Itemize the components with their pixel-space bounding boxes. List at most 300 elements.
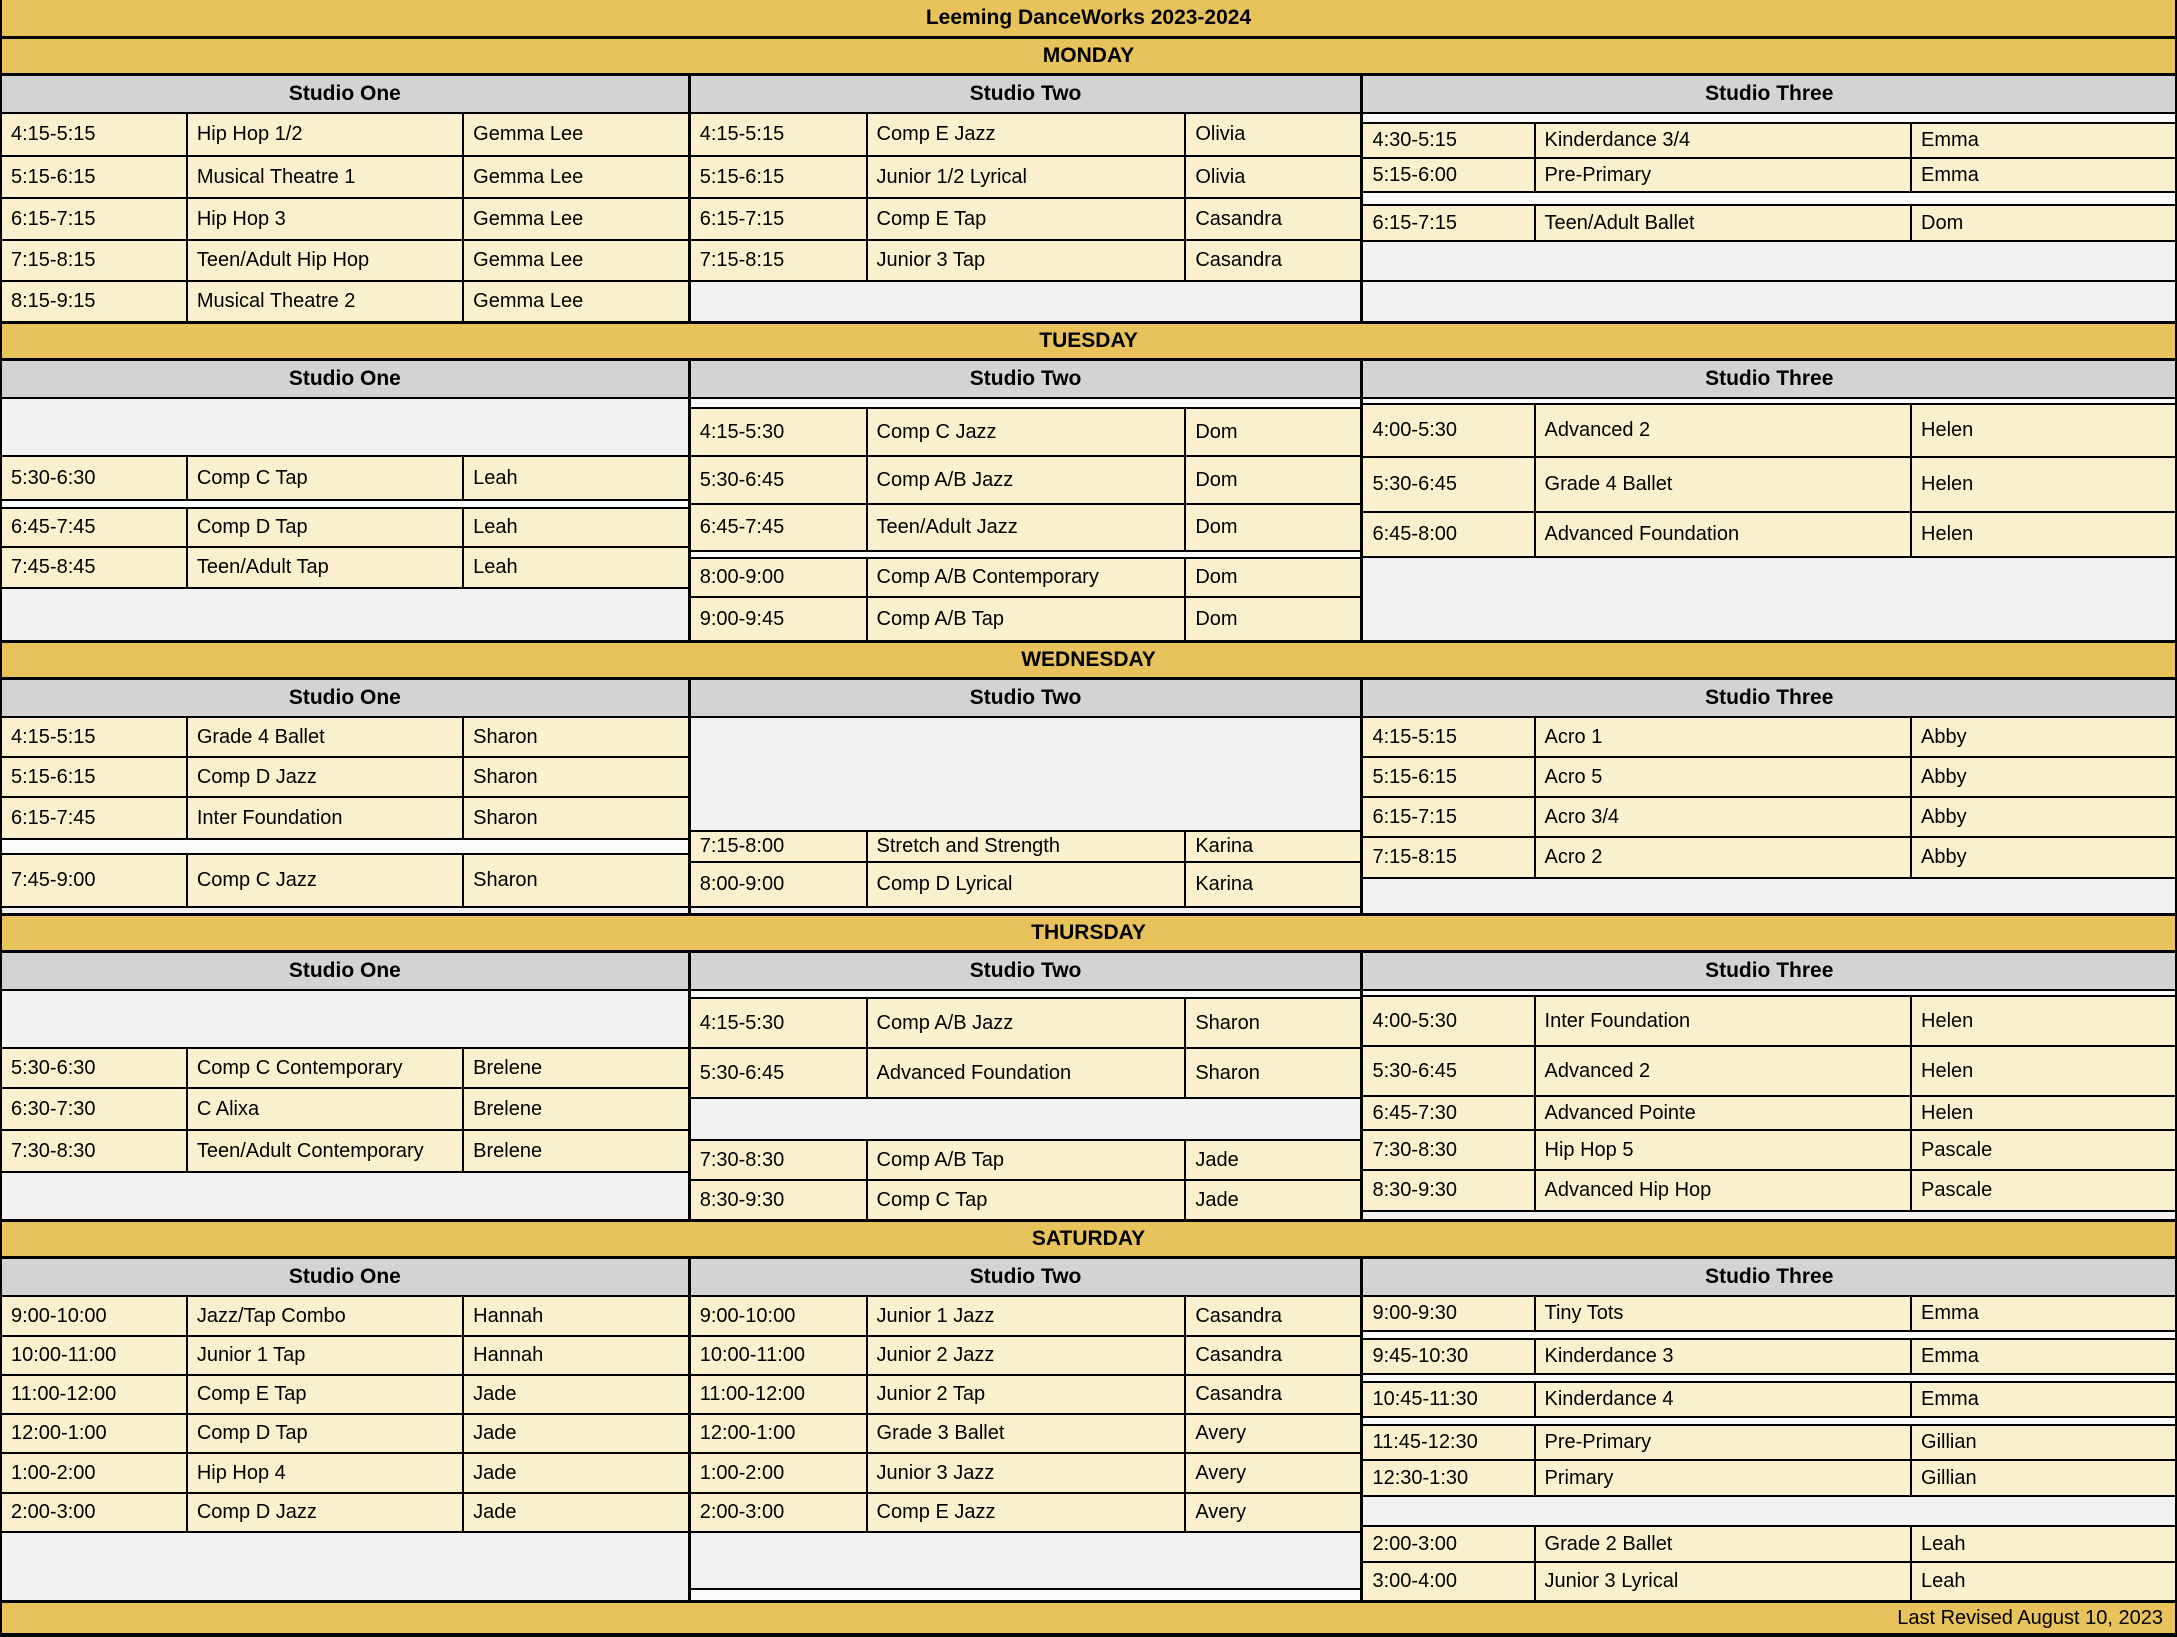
time-cell: 8:30-9:30 (691, 1181, 868, 1219)
class-name-cell: Junior 1 Tap (188, 1337, 464, 1374)
empty-slot (691, 282, 1361, 321)
studio-header: Studio Two (691, 680, 1364, 716)
time-cell: 6:45-8:00 (1363, 513, 1535, 556)
time-cell: 2:00-3:00 (2, 1494, 188, 1531)
teacher-cell: Gemma Lee (473, 249, 584, 271)
class-name-cell: Acro 1 (1536, 718, 1913, 756)
day-grid (2, 1297, 2175, 1600)
time-cell: 6:45-7:30 (1363, 1097, 1535, 1129)
studio-header: Studio Two (691, 361, 1364, 397)
time-cell: 9:00-10:00 (691, 1297, 868, 1335)
class-row (1363, 159, 2175, 193)
class-name-cell: Teen/Adult Tap (188, 548, 464, 587)
class-name-cell: Comp A/B Contemporary (868, 559, 1187, 596)
gap-row (2, 840, 688, 855)
class-row (2, 1415, 688, 1454)
teacher-cell: Sharon (473, 725, 538, 748)
class-row (1363, 1383, 2175, 1418)
teacher-cell: Pascale (1921, 1179, 1993, 1201)
class-name-cell: Comp D Tap (188, 1415, 464, 1452)
class-name-cell: Comp D Tap (188, 509, 464, 546)
class-row (2, 114, 688, 157)
class-row (1363, 1527, 2175, 1563)
teacher-cell: Sharon (1195, 1011, 1260, 1034)
class-row (691, 1454, 1361, 1494)
teacher-cell: Casandra (1195, 1383, 1283, 1405)
class-row (2, 718, 688, 758)
time-cell: 4:15-5:15 (2, 114, 188, 155)
class-row (1363, 798, 2175, 838)
class-name-cell: Hip Hop 1/2 (188, 114, 464, 155)
teacher-cell: Helen (1921, 1101, 1974, 1124)
studio-header: Studio One (2, 953, 691, 989)
teacher-cell: Brelene (473, 1097, 543, 1120)
time-cell: 4:15-5:30 (691, 409, 868, 455)
class-row (1363, 1563, 2175, 1600)
day-banner: THURSDAY (2, 913, 2175, 953)
teacher-cell: Dom (1195, 607, 1238, 630)
teacher-cell: Casandra (1195, 1304, 1283, 1327)
studio-header: Studio Three (1705, 367, 1834, 390)
class-name-cell: Junior 1/2 Lyrical (868, 157, 1187, 197)
class-name-cell: Comp E Jazz (868, 114, 1187, 155)
class-name-cell: Comp A/B Jazz (868, 457, 1187, 503)
teacher-cell: Jade (1195, 1188, 1239, 1211)
class-row (2, 241, 688, 282)
teacher-cell: Abby (1921, 846, 1967, 868)
empty-slot (691, 908, 1361, 913)
time-cell: 2:00-3:00 (691, 1494, 868, 1531)
time-cell: 12:30-1:30 (1363, 1461, 1535, 1495)
time-cell: 5:30-6:45 (1363, 458, 1535, 511)
teacher-cell: Emma (1921, 1388, 1979, 1410)
class-row (1363, 838, 2175, 879)
teacher-cell: Brelene (473, 1056, 543, 1079)
time-cell: 2:00-3:00 (1363, 1527, 1535, 1561)
teacher-cell: Emma (1921, 1302, 1979, 1324)
day-grid (2, 718, 2175, 913)
class-name-cell: Comp E Tap (868, 199, 1187, 239)
class-row (2, 282, 688, 321)
class-row (691, 1494, 1361, 1533)
empty-slot (2, 1173, 688, 1219)
class-name-cell: Grade 4 Ballet (188, 718, 464, 756)
time-cell: 6:15-7:15 (1363, 798, 1535, 836)
time-cell: 7:30-8:30 (1363, 1131, 1535, 1169)
class-name-cell: Inter Foundation (188, 798, 464, 838)
gap-row (691, 552, 1361, 559)
studio-column-1 (2, 399, 691, 640)
day-section-thursday (2, 913, 2175, 1219)
class-name-cell: Teen/Adult Hip Hop (188, 241, 464, 280)
class-row (691, 1376, 1361, 1415)
teacher-cell: Jade (473, 1461, 517, 1484)
class-row (691, 863, 1361, 908)
teacher-cell: Emma (1921, 163, 1979, 186)
class-name-cell: Pre-Primary (1536, 1426, 1913, 1459)
class-name-cell: Teen/Adult Contemporary (188, 1131, 464, 1171)
days (2, 36, 2175, 1600)
studio-header: Studio Two (691, 953, 1364, 989)
time-cell: 10:00-11:00 (691, 1337, 868, 1374)
gap-row (2, 501, 688, 509)
empty-slot (1363, 1497, 2175, 1527)
time-cell: 11:45-12:30 (1363, 1426, 1535, 1459)
time-cell: 7:15-8:00 (691, 832, 868, 861)
gap-row (1363, 114, 2175, 124)
studio-header-row (2, 76, 2175, 114)
class-name-cell: Teen/Adult Ballet (1536, 206, 1913, 240)
class-name-cell: Jazz/Tap Combo (188, 1297, 464, 1335)
class-row (691, 1297, 1361, 1337)
teacher-cell: Leah (1921, 1570, 1966, 1592)
time-cell: 4:00-5:30 (1363, 405, 1535, 456)
time-cell: 6:15-7:15 (2, 199, 188, 239)
class-name-cell: Junior 3 Lyrical (1536, 1563, 1913, 1600)
teacher-cell: Helen (1921, 523, 1974, 545)
day-banner: TUESDAY (2, 321, 2175, 361)
class-name-cell: Comp A/B Tap (868, 598, 1187, 640)
class-name-cell: Advanced 2 (1536, 1047, 1913, 1095)
empty-slot (2, 589, 688, 640)
day-grid (2, 399, 2175, 640)
class-name-cell: Comp D Lyrical (868, 863, 1187, 906)
time-cell: 5:30-6:45 (1363, 1047, 1535, 1095)
teacher-cell: Pascale (1921, 1138, 1993, 1161)
time-cell: 6:45-7:45 (2, 509, 188, 546)
class-name-cell: Advanced 2 (1536, 405, 1913, 456)
class-name-cell: Junior 2 Jazz (868, 1337, 1187, 1374)
class-row (1363, 1171, 2175, 1212)
class-row (2, 1454, 688, 1494)
teacher-cell: Gillian (1921, 1431, 1977, 1453)
class-name-cell: Comp A/B Jazz (868, 999, 1187, 1047)
empty-slot (2, 908, 688, 913)
class-name-cell: Advanced Foundation (868, 1049, 1187, 1097)
class-name-cell: Comp D Jazz (188, 1494, 464, 1531)
class-row (1363, 1461, 2175, 1497)
class-row (1363, 1426, 2175, 1461)
time-cell: 9:00-10:00 (2, 1297, 188, 1335)
class-row (2, 1049, 688, 1089)
time-cell: 5:15-6:15 (691, 157, 868, 197)
footer-bar (2, 1600, 2175, 1637)
class-row (2, 855, 688, 908)
class-row (691, 1415, 1361, 1454)
empty-slot (691, 1533, 1361, 1590)
time-cell: 8:00-9:00 (691, 863, 868, 906)
class-row (1363, 405, 2175, 458)
studio-header: Studio Three (1705, 82, 1834, 105)
gap-row (1363, 1418, 2175, 1426)
teacher-cell: Jade (473, 1422, 517, 1444)
time-cell: 7:30-8:30 (691, 1141, 868, 1179)
studio-header: Studio Two (691, 1259, 1364, 1295)
time-cell: 5:30-6:30 (2, 457, 188, 499)
class-row (1363, 458, 2175, 513)
class-row (691, 457, 1361, 505)
time-cell: 1:00-2:00 (2, 1454, 188, 1492)
class-row (2, 548, 688, 589)
class-row (691, 1049, 1361, 1099)
empty-slot (691, 718, 1361, 832)
teacher-cell: Brelene (473, 1139, 543, 1162)
empty-slot (1363, 558, 2175, 640)
class-row (2, 758, 688, 798)
class-name-cell: Stretch and Strength (868, 832, 1187, 861)
time-cell: 8:30-9:30 (1363, 1171, 1535, 1210)
teacher-cell: Karina (1195, 873, 1254, 895)
class-name-cell: Teen/Adult Jazz (868, 505, 1187, 550)
class-row (1363, 513, 2175, 558)
empty-slot (1363, 282, 2175, 321)
time-cell: 6:15-7:15 (1363, 206, 1535, 240)
studio-column-3 (1363, 114, 2175, 321)
class-row (691, 114, 1361, 157)
time-cell: 9:00-9:30 (1363, 1297, 1535, 1330)
time-cell: 10:45-11:30 (1363, 1383, 1535, 1416)
empty-slot (2, 399, 688, 457)
teacher-cell: Avery (1195, 1501, 1247, 1523)
teacher-cell: Olivia (1195, 165, 1246, 188)
class-row (1363, 1340, 2175, 1375)
day-section-tuesday (2, 321, 2175, 640)
gap-row (1363, 193, 2175, 206)
day-section-monday (2, 36, 2175, 321)
class-name-cell: Comp C Jazz (868, 409, 1187, 455)
class-name-cell: Comp E Jazz (868, 1494, 1187, 1531)
class-name-cell: Grade 3 Ballet (868, 1415, 1187, 1452)
class-row (691, 199, 1361, 241)
teacher-cell: Abby (1921, 805, 1967, 828)
gap-row (691, 991, 1361, 999)
time-cell: 8:00-9:00 (691, 559, 868, 596)
teacher-cell: Leah (473, 516, 518, 538)
class-name-cell: Grade 4 Ballet (1536, 458, 1913, 511)
time-cell: 4:30-5:15 (1363, 124, 1535, 157)
teacher-cell: Avery (1195, 1461, 1247, 1484)
class-row (691, 598, 1361, 640)
teacher-cell: Sharon (473, 806, 538, 829)
time-cell: 4:15-5:15 (2, 718, 188, 756)
gap-row (1363, 1332, 2175, 1340)
teacher-cell: Casandra (1195, 1344, 1283, 1366)
day-banner: WEDNESDAY (2, 640, 2175, 680)
studio-header: Studio One (2, 1259, 691, 1295)
time-cell: 6:30-7:30 (2, 1089, 188, 1129)
class-row (2, 509, 688, 548)
teacher-cell: Sharon (1195, 1061, 1260, 1084)
teacher-cell: Dom (1195, 516, 1238, 538)
teacher-cell: Hannah (473, 1344, 544, 1366)
time-cell: 11:00-12:00 (691, 1376, 868, 1413)
studio-column-2 (691, 1297, 1364, 1600)
class-row (691, 559, 1361, 598)
studio-column-1 (2, 991, 691, 1219)
time-cell: 7:45-9:00 (2, 855, 188, 906)
time-cell: 1:00-2:00 (691, 1454, 868, 1492)
teacher-cell: Karina (1195, 835, 1254, 857)
class-row (2, 199, 688, 241)
teacher-cell: Gillian (1921, 1466, 1977, 1489)
class-name-cell: Advanced Foundation (1536, 513, 1913, 556)
time-cell: 5:30-6:45 (691, 457, 868, 503)
teacher-cell: Leah (473, 466, 518, 489)
class-name-cell: Kinderdance 3 (1536, 1340, 1913, 1373)
studio-column-2 (691, 114, 1364, 321)
class-row (2, 798, 688, 840)
time-cell: 7:15-8:15 (1363, 838, 1535, 877)
class-row (1363, 718, 2175, 758)
time-cell: 11:00-12:00 (2, 1376, 188, 1413)
time-cell: 4:15-5:30 (691, 999, 868, 1047)
class-name-cell: Inter Foundation (1536, 997, 1913, 1045)
studio-column-1 (2, 1297, 691, 1600)
class-name-cell: Comp C Jazz (188, 855, 464, 906)
time-cell: 7:15-8:15 (2, 241, 188, 280)
class-name-cell: Advanced Pointe (1536, 1097, 1913, 1129)
class-row (691, 1181, 1361, 1219)
studio-column-3 (1363, 718, 2175, 913)
studio-header-row (2, 1259, 2175, 1297)
class-row (2, 1089, 688, 1131)
teacher-cell: Gemma Lee (473, 123, 584, 145)
studio-header: Studio One (2, 680, 691, 716)
class-name-cell: Acro 3/4 (1536, 798, 1913, 836)
class-row (691, 1141, 1361, 1181)
class-name-cell: Comp D Jazz (188, 758, 464, 796)
class-row (1363, 758, 2175, 798)
time-cell: 5:15-6:15 (2, 157, 188, 197)
studio-header: Studio Three (1705, 959, 1834, 982)
gap-row (691, 1590, 1361, 1600)
class-row (2, 157, 688, 199)
studio-column-2 (691, 399, 1364, 640)
time-cell: 4:15-5:15 (691, 114, 868, 155)
teacher-cell: Casandra (1195, 249, 1283, 271)
time-cell: 5:30-6:30 (2, 1049, 188, 1087)
class-name-cell: Musical Theatre 1 (188, 157, 464, 197)
day-banner: SATURDAY (2, 1219, 2175, 1259)
class-name-cell: Comp E Tap (188, 1376, 464, 1413)
class-name-cell: Grade 2 Ballet (1536, 1527, 1913, 1561)
teacher-cell: Abby (1921, 765, 1967, 788)
time-cell: 5:15-6:00 (1363, 159, 1535, 191)
teacher-cell: Helen (1921, 1009, 1974, 1032)
time-cell: 7:30-8:30 (2, 1131, 188, 1171)
class-name-cell: Junior 1 Jazz (868, 1297, 1187, 1335)
class-name-cell: Comp C Tap (868, 1181, 1187, 1219)
class-row (1363, 1047, 2175, 1097)
class-name-cell: Comp C Contemporary (188, 1049, 464, 1087)
teacher-cell: Dom (1195, 468, 1238, 491)
teacher-cell: Casandra (1195, 207, 1283, 230)
empty-slot (1363, 1212, 2175, 1219)
class-row (2, 1376, 688, 1415)
teacher-cell: Dom (1195, 420, 1238, 443)
teacher-cell: Hannah (473, 1304, 544, 1327)
class-name-cell: Pre-Primary (1536, 159, 1913, 191)
class-name-cell: Comp C Tap (188, 457, 464, 499)
class-row (1363, 1297, 2175, 1332)
class-name-cell: Junior 3 Jazz (868, 1454, 1187, 1492)
class-row (2, 1131, 688, 1173)
class-name-cell: Hip Hop 5 (1536, 1131, 1913, 1169)
class-name-cell: Primary (1536, 1461, 1913, 1495)
teacher-cell: Leah (1921, 1532, 1966, 1555)
teacher-cell: Helen (1921, 473, 1974, 495)
teacher-cell: Gemma Lee (473, 207, 584, 230)
time-cell: 3:00-4:00 (1363, 1563, 1535, 1600)
studio-column-3 (1363, 1297, 2175, 1600)
studio-column-2 (691, 991, 1364, 1219)
class-name-cell: Musical Theatre 2 (188, 282, 464, 321)
teacher-cell: Sharon (473, 869, 538, 891)
teacher-cell: Leah (473, 556, 518, 578)
class-name-cell: Acro 5 (1536, 758, 1913, 796)
class-name-cell: Junior 2 Tap (868, 1376, 1187, 1413)
class-row (2, 1297, 688, 1337)
teacher-cell: Gemma Lee (473, 165, 584, 188)
studio-header-row (2, 953, 2175, 991)
class-row (2, 1494, 688, 1533)
time-cell: 6:45-7:45 (691, 505, 868, 550)
class-name-cell: Hip Hop 4 (188, 1454, 464, 1492)
teacher-cell: Sharon (473, 765, 538, 788)
studio-header: Studio Three (1705, 1265, 1834, 1288)
time-cell: 9:45-10:30 (1363, 1340, 1535, 1373)
empty-slot (691, 1099, 1361, 1141)
time-cell: 7:45-8:45 (2, 548, 188, 587)
studio-column-3 (1363, 991, 2175, 1219)
time-cell: 9:00-9:45 (691, 598, 868, 640)
teacher-cell: Helen (1921, 1059, 1974, 1082)
time-cell: 4:00-5:30 (1363, 997, 1535, 1045)
day-section-wednesday (2, 640, 2175, 913)
studio-header: Studio One (2, 76, 691, 112)
class-row (1363, 1131, 2175, 1171)
time-cell: 5:15-6:15 (1363, 758, 1535, 796)
class-row (691, 1337, 1361, 1376)
time-cell: 5:30-6:45 (691, 1049, 868, 1097)
class-row (691, 505, 1361, 552)
teacher-cell: Dom (1921, 211, 1964, 234)
time-cell: 8:15-9:15 (2, 282, 188, 321)
class-row (1363, 997, 2175, 1047)
studio-header-row (2, 361, 2175, 399)
time-cell: 4:15-5:15 (1363, 718, 1535, 756)
last-revised-text: Last Revised August 10, 2023 (1897, 1606, 2163, 1629)
class-name-cell: Comp A/B Tap (868, 1141, 1187, 1179)
time-cell: 12:00-1:00 (2, 1415, 188, 1452)
gap-row (691, 399, 1361, 409)
class-row (691, 832, 1361, 863)
class-row (2, 457, 688, 501)
teacher-cell: Emma (1921, 1345, 1979, 1367)
class-row (691, 157, 1361, 199)
class-row (2, 1337, 688, 1376)
day-grid (2, 991, 2175, 1219)
class-name-cell: Tiny Tots (1536, 1297, 1913, 1330)
class-name-cell: C Alixa (188, 1089, 464, 1129)
time-cell: 12:00-1:00 (691, 1415, 868, 1452)
class-row (1363, 124, 2175, 159)
class-row (1363, 206, 2175, 242)
class-name-cell: Kinderdance 4 (1536, 1383, 1913, 1416)
studio-column-3 (1363, 399, 2175, 640)
teacher-cell: Jade (1195, 1148, 1239, 1171)
time-cell: 6:15-7:15 (691, 199, 868, 239)
